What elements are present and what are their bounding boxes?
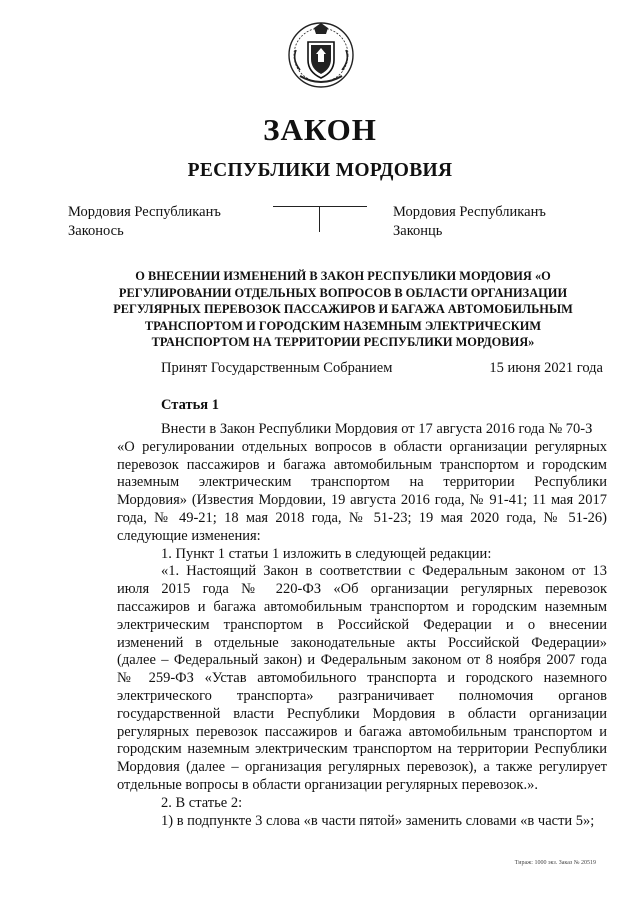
header-divider-vertical <box>319 206 320 232</box>
body-line: городским наземным электрическим транспортом на территории Республики <box>117 741 607 758</box>
body-line: регулярных перевозок пассажиров и багажа автомобильным транспортом и <box>117 723 607 740</box>
header-divider <box>273 206 367 207</box>
body-line: года, № 49-21; 18 мая 2018 года, № 51-23; 19 мая 2020 года, № 51-26) <box>117 509 607 526</box>
body-line: перевозок пассажиров и багажа автомобильным транспортом и городским <box>117 456 607 473</box>
heading-line: РЕГУЛЯРНЫХ ПЕРЕВОЗОК ПАССАЖИРОВ И БАГАЖА АВТОМОБИЛЬНЫМ <box>113 302 573 317</box>
body-line: «О регулировании отдельных вопросов в области организации регулярных <box>117 438 607 455</box>
body-line: электрического транспорта» разграничивает полномочия органов <box>117 687 607 704</box>
body-line: (далее – Федеральный закон) и Федеральным законом от 8 ноября 2007 года <box>117 652 607 669</box>
body-line: Мордовия (далее – организация регулярных перевозок), а также регулирует <box>117 759 607 776</box>
header-right-line: Мордовия Республиканъ <box>393 204 546 220</box>
republic-subtitle: РЕСПУБЛИКИ МОРДОВИЯ <box>187 160 453 181</box>
body-line: 1) в подпункте 3 слова «в части пятой» заменить словами «в части 5»; <box>161 812 595 829</box>
law-heading <box>108 268 578 351</box>
body-line: государственной власти Республики Мордовия в области организации <box>117 705 607 722</box>
body-line: Мордовия» (Известия Мордовии, 19 августа 2016 года, № 91-41; 11 мая 2017 <box>117 492 607 509</box>
header-right-block <box>393 203 546 241</box>
adoption-date: 15 июня 2021 года <box>489 360 603 376</box>
law-title: ЗАКОН <box>263 112 377 147</box>
body-line: июля 2015 года № 220-ФЗ «Об организации регулярных перевозок <box>117 581 607 598</box>
body-line: пассажиров и багажа автомобильным транспортом и городским наземным <box>117 598 607 615</box>
body-line: № 259-ФЗ «Устав автомобильного транспорта и городского наземного <box>117 670 607 687</box>
article-body <box>117 421 607 830</box>
header-left-line: Законось <box>68 223 124 239</box>
heading-line: ТРАНСПОРТОМ НА ТЕРРИТОРИИ РЕСПУБЛИКИ МОРДОВИЯ» <box>151 335 535 350</box>
body-line: 2. В статье 2: <box>161 794 243 811</box>
adopted-by: Принят Государственным Собранием <box>161 360 393 376</box>
heading-line: ТРАНСПОРТОМ И ГОРОДСКИМ НАЗЕМНЫМ ЭЛЕКТРИЧЕСКИМ <box>144 318 542 333</box>
body-line: следующие изменения: <box>117 527 261 544</box>
header-left-line: Мордовия Республиканъ <box>68 204 221 220</box>
print-run-note: Тираж: 1000 экз. Заказ № 20519 <box>514 860 596 866</box>
article-heading: Статья 1 <box>161 397 219 413</box>
body-line: отдельные вопросы в области организации регулярных перевозок.». <box>117 776 538 793</box>
body-line: 1. Пункт 1 статьи 1 изложить в следующей редакции: <box>161 545 492 562</box>
heading-line: О ВНЕСЕНИИ ИЗМЕНЕНИЙ В ЗАКОН РЕСПУБЛИКИ МОРДОВИЯ «О <box>135 269 551 283</box>
header-right-line: Законць <box>393 223 443 239</box>
body-line: электрическим транспортом в Российской Федерации и о внесении <box>117 616 607 633</box>
heading-line: РЕГУЛИРОВАНИИ ОТДЕЛЬНЫХ ВОПРОСОВ В ОБЛАСТИ ОРГАНИЗАЦИИ <box>118 285 568 300</box>
body-line: «1. Настоящий Закон в соответствии с Федеральным законом от 13 <box>161 563 607 580</box>
coat-of-arms-icon <box>286 20 356 90</box>
body-line: изменений в отдельные законодательные акты Российской Федерации» <box>117 634 607 651</box>
body-line: наземным электрическим транспортом на территории Республики <box>117 474 607 491</box>
header-left-block <box>68 203 221 241</box>
body-line: Внести в Закон Республики Мордовия от 17 августа 2016 года № 70-З <box>161 421 593 437</box>
